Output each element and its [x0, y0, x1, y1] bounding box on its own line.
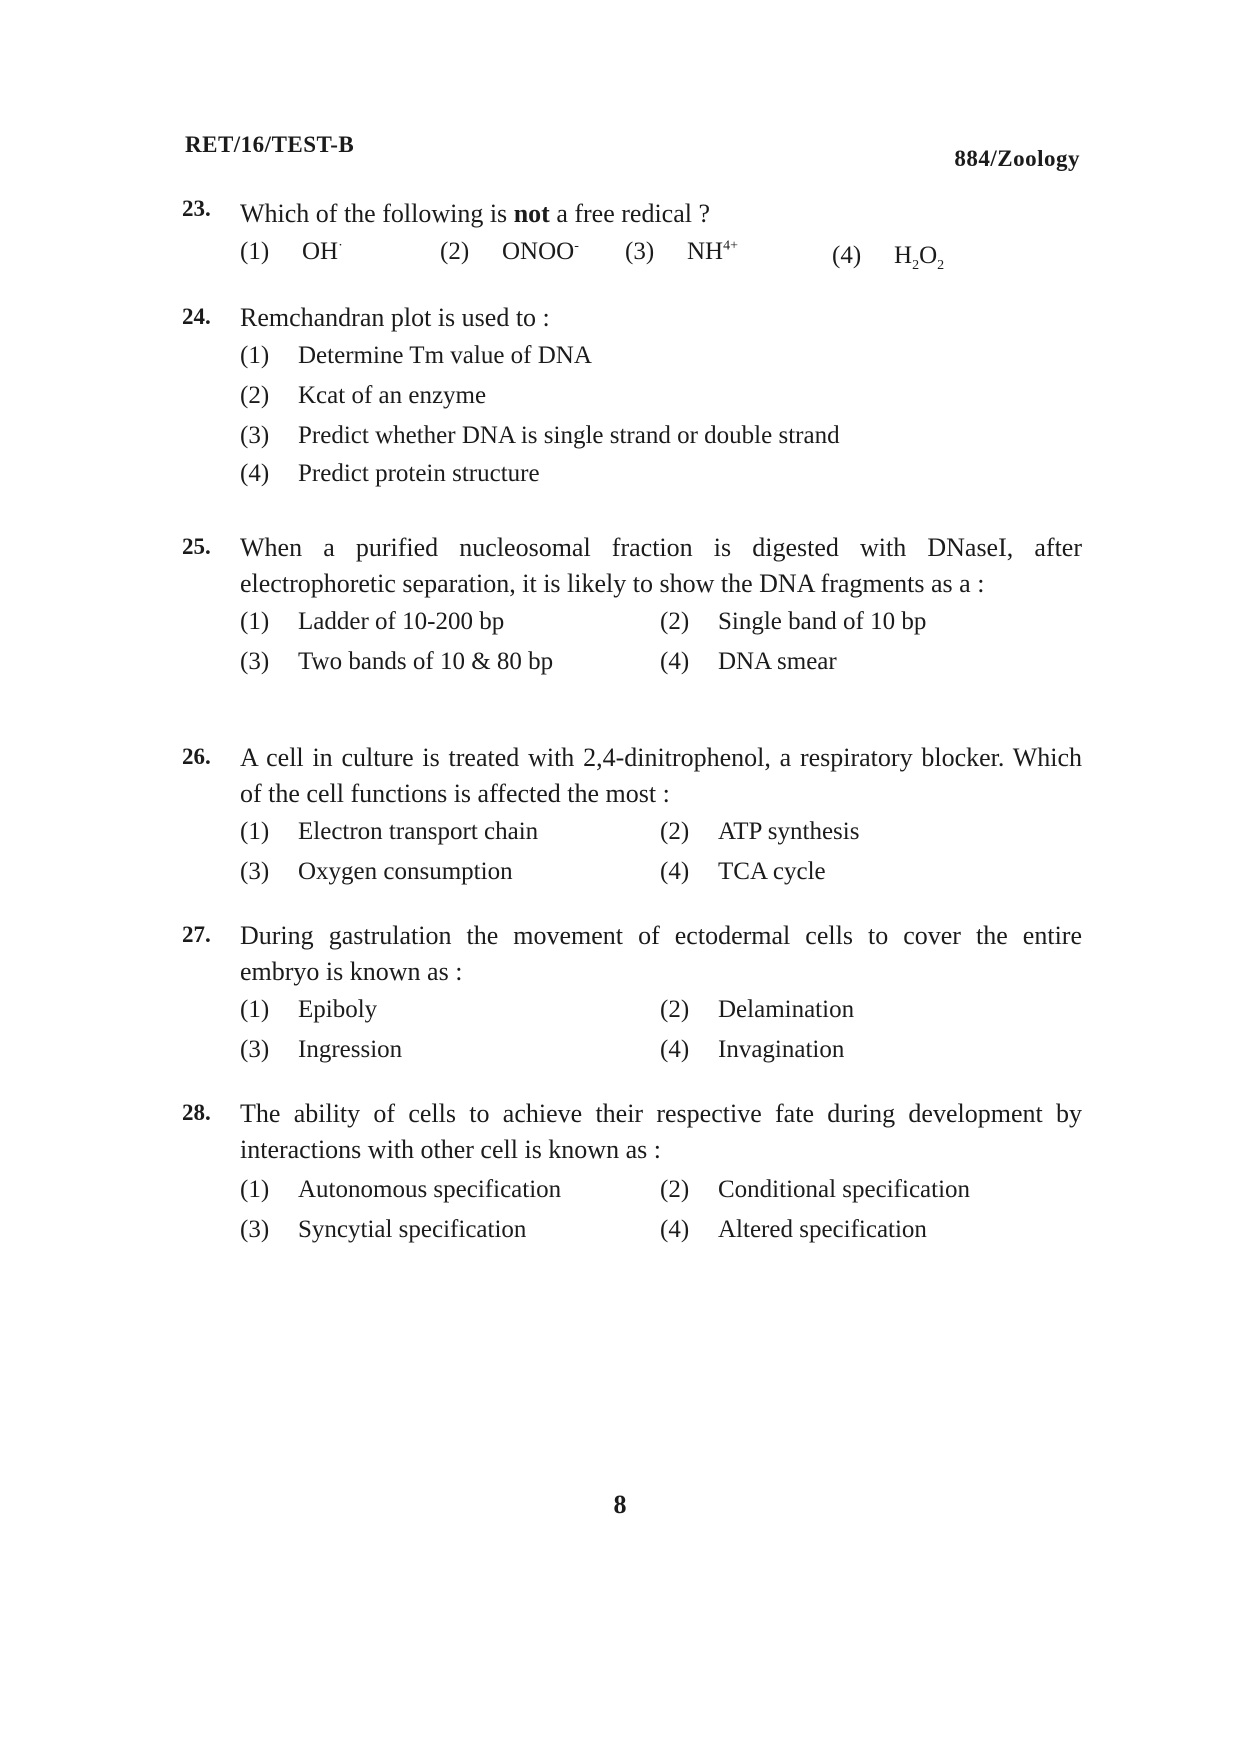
option-2: (2) ONOO-: [440, 238, 579, 265]
question-number: 27.: [182, 922, 211, 947]
option-2: (2) Conditional specification: [660, 1176, 971, 1203]
option-4: (4) Altered specification: [660, 1216, 927, 1243]
question-text: During gastrulation the movement of ectodermal cells to cover the entire embryo is known as :: [240, 921, 1082, 986]
page-number: 8: [613, 1490, 627, 1519]
option-4: (4) $H_2O_2$: [832, 242, 945, 273]
option-3: (3) Predict whether DNA is single strand or double strand: [240, 422, 840, 449]
question-text: When a purified nucleosomal fraction is digested with DNaseI, after electrophoretic separation, it is likely to show the DNA fragments as a :: [240, 533, 1082, 598]
question-text: A cell in culture is treated with 2,4-dinitrophenol, a respiratory blocker. Which of the cell functions is affected the most :: [240, 743, 1082, 808]
question-number: 28.: [182, 1100, 211, 1125]
question-24: [182, 300, 1082, 506]
option-2: (2) Kcat of an enzyme: [240, 382, 487, 409]
options: [240, 990, 1082, 1090]
option-4: (4) Predict protein structure: [240, 460, 540, 487]
question-number: 23.: [182, 196, 211, 221]
option-1: (1) Epiboly: [240, 996, 378, 1023]
options: [240, 602, 1082, 702]
question-27: [182, 918, 1082, 1090]
question-28: [182, 1096, 1082, 1268]
option-4: (4) TCA cycle: [660, 858, 826, 885]
question-25: [182, 530, 1082, 702]
option-3: (3) Syncytial specification: [240, 1216, 527, 1243]
options: [240, 336, 1082, 506]
paper-code: RET/16/TEST-B: [185, 132, 355, 157]
subject-code: 884/Zoology: [954, 146, 1080, 171]
question-text: Which of the following is not a free redical ?: [240, 199, 711, 228]
option-4: (4) Invagination: [660, 1036, 845, 1063]
question-text: The ability of cells to achieve their respective fate during development by interactions with other cell is known as :: [240, 1099, 1082, 1164]
option-1: (1) Ladder of 10-200 bp: [240, 608, 505, 635]
question-number: 26.: [182, 744, 211, 769]
options: [240, 1168, 1082, 1268]
option-2: (2) ATP synthesis: [660, 818, 860, 845]
question-23: [182, 196, 1082, 282]
option-3: (3) Two bands of 10 & 80 bp: [240, 648, 554, 675]
option-1: (1) Electron transport chain: [240, 818, 539, 845]
options: [240, 812, 1082, 912]
option-1: (1) OH·: [240, 238, 343, 265]
option-2: (2) Single band of 10 bp: [660, 608, 927, 635]
option-1: (1) Autonomous specification: [240, 1176, 562, 1203]
question-26: [182, 740, 1082, 912]
question-text: Remchandran plot is used to :: [240, 303, 550, 332]
option-4: (4) DNA smear: [660, 648, 837, 675]
option-1: (1) Determine Tm value of DNA: [240, 342, 592, 369]
question-number: 25.: [182, 534, 211, 559]
option-3: (3) Ingression: [240, 1036, 403, 1063]
question-number: 24.: [182, 304, 211, 329]
option-2: (2) Delamination: [660, 996, 855, 1023]
options: [240, 232, 1082, 282]
option-3: (3) $NH^{4+}$: [625, 238, 739, 265]
option-3: (3) Oxygen consumption: [240, 858, 513, 885]
